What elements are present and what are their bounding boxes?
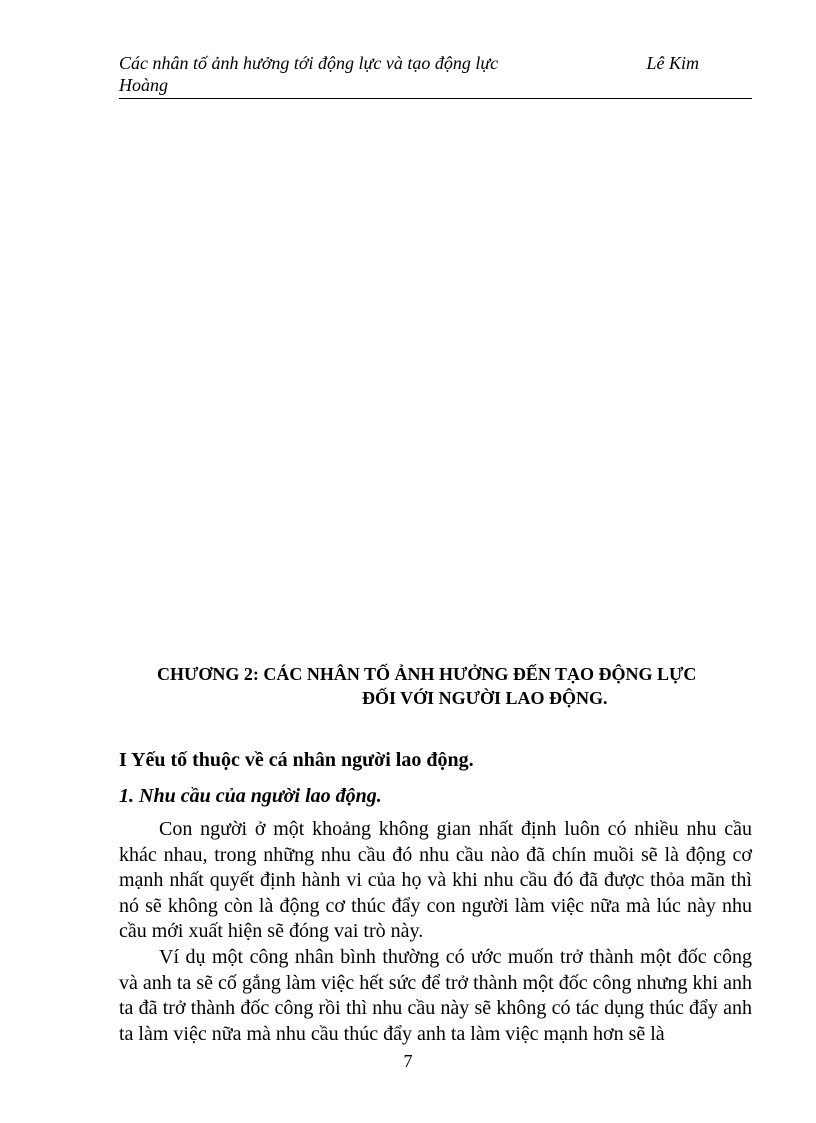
header-author: Lê Kim [646,53,699,73]
body-paragraph-1: Con người ở một khoảng không gian nhất định luôn có nhiều nhu cầu khác nhau, trong những nhu cầu đó nhu cầu nào đã chín muồi sẽ là động cơ mạnh nhất quyết định hành vi của họ và khi nhu cầu đó đã được thỏa mãn thì nó sẽ không còn là động cơ thúc đẩy con người làm việc nữa mà lúc này nhu cầu mới xuất hiện sẽ đóng vai trò này. [119,818,752,942]
header-author-continued: Hoàng [119,75,168,95]
subsection-heading: 1. Nhu cầu của người lao động. [119,785,382,807]
chapter-title-line-2: ĐỐI VỚI NGƯỜI LAO ĐỘNG. [362,688,608,708]
chapter-title-line-1: CHƯƠNG 2: CÁC NHÂN TỐ ẢNH HƯỞNG ĐẾN TẠO ĐỘNG LỰC [157,664,697,684]
body-paragraph-2: Ví dụ một công nhân bình thường có ước muốn trở thành một đốc công và anh ta sẽ cố gắng làm việc hết sức để trở thành một đốc công nhưng khi anh ta đã trở thành đốc công rồi thì nhu cầu này sẽ không có tác dụng thúc đẩy anh ta làm việc nữa mà nhu cầu thúc đẩy anh ta làm việc mạnh hơn sẽ là [119,946,752,1045]
page-header [119,52,752,96]
page-number: 7 [403,1051,413,1071]
header-title: Các nhân tố ảnh hưởng tới động lực và tạo động lực [119,53,499,73]
section-heading: I Yếu tố thuộc về cá nhân người lao động. [119,749,474,771]
header-rule [119,98,752,99]
